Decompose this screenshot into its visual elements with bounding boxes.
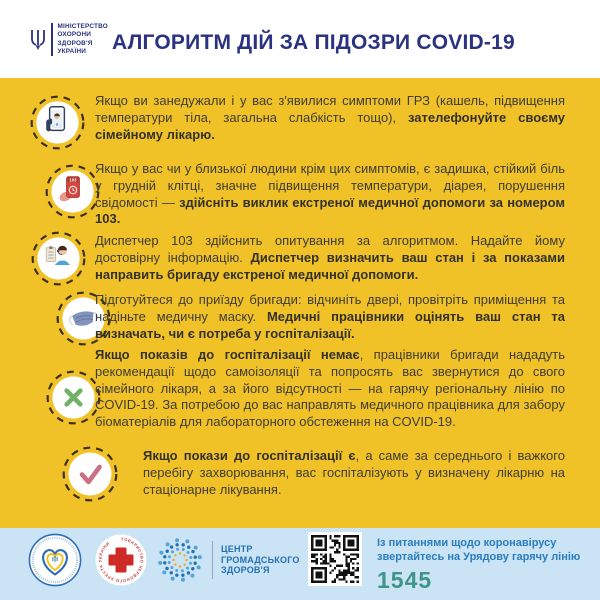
emergency-call-103-icon	[45, 164, 100, 219]
step-text-6: Якщо покази до госпіталізації є, а саме за середнього і важкого перебігу захворювання, вас госпіталізують у визначену лікарню на стаціонарне лікування.	[143, 448, 565, 497]
phc-name-line: ЦЕНТР	[221, 544, 253, 554]
phc-name-line: ЗДОРОВ'Я	[221, 565, 270, 575]
footer	[0, 528, 600, 600]
step-text-4: Підготуйтеся до приїзду бригади: відчиніть двері, провітріть приміщення та надіньте медичну маску. Медичні працівники оцінять ваш стан та визначать, чи є потреба у госпіталізації.	[95, 292, 566, 341]
ministry-name-line: ОХОРОНИ	[57, 31, 92, 39]
ministry-name-line: ЗДОРОВ'Я	[57, 39, 93, 47]
public-health-center-logo	[156, 536, 204, 584]
ministry-name	[58, 23, 108, 56]
hotline-text-line2: звертайтесь на Урядову гарячу лінію	[377, 550, 581, 563]
hotline-text-line1: Із питаннями щодо коронавірусу	[377, 537, 557, 549]
qr-code	[308, 532, 362, 586]
step-text-3: Диспетчер 103 здійснить опитування за алгоритмом. Надайте йому достовірну інформацію. Диспетчер визначить ваш стан і за показами направить бригаду екстреної медичної допомоги.	[95, 233, 566, 282]
phc-name	[221, 544, 300, 576]
step-text-1: Якщо ви занедужали і у вас з'явилися симптоми ГРЗ (кашель, підвищення температури тіла, загальна слабкість тощо), зателефонуйте своєму сімейному лікарю.	[95, 93, 565, 142]
ministry-logo	[30, 23, 108, 56]
ministry-name-line: МІНІСТЕРСТВО	[57, 23, 108, 31]
page-title: АЛГОРИТМ ДІЙ ЗА ПІДОЗРИ COVID-19	[112, 31, 515, 54]
ministry-logo-divider	[51, 23, 53, 56]
no-hospitalization-x-icon	[46, 370, 101, 425]
red-cross-logo	[95, 534, 147, 586]
icon-103-label: 103	[69, 177, 77, 183]
hotline-number: 1545	[377, 567, 433, 593]
qr-code-image	[311, 535, 359, 583]
red-cross-ring-text: ТОВАРИСТВО ЧЕРВОНОГО ХРЕСТА УКРАЇНИ	[97, 536, 145, 584]
phc-logo-dots	[158, 538, 202, 582]
step-text-2: Якщо у вас чи у близької людини крім цих симптомів, є задишка, стійкий біль у грудній клітці, значне підвищення температури, діарея, порушення свідомості — здійсніть виклик екстреної медичної допомоги за номером 103.	[95, 161, 565, 227]
health-heart-logo	[28, 533, 82, 587]
dispatcher-icon	[31, 231, 86, 286]
telemedicine-phone-icon	[30, 95, 85, 150]
phc-name-line: ГРОМАДСЬКОГО	[221, 554, 300, 565]
ministry-name-line: УКРАЇНИ	[57, 47, 87, 55]
trident-icon	[30, 24, 46, 56]
header	[0, 0, 600, 78]
hospitalization-check-icon	[62, 446, 118, 502]
steps-list	[0, 78, 600, 528]
phc-logo-divider	[212, 541, 213, 579]
step-text-5: Якщо показів до госпіталізації немає, працівники бригади нададуть рекомендації щодо самоізоляції та попросять вас звернутися до свого сімейного лікаря, а за його відсутності — на гарячу регіональну лінію по COVID-19. За потребою до вас направлять медичного працівника для забору біоматеріалів для лабораторного обстеження на COVID-19.	[95, 347, 566, 430]
hotline-block	[377, 537, 580, 594]
